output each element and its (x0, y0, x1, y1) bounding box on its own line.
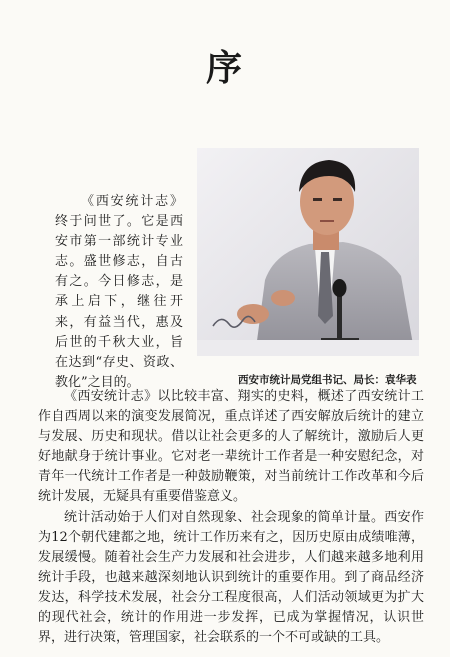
portrait-photo (197, 148, 419, 356)
body-paragraph-1: 《西安统计志》以比较丰富、翔实的史料，概述了西安统计工作自西周以来的演变发展简况，重点详述了西安解放后统计的建立与发展、历史和现状。借以让社会更多的人了解统计，激励后人更好地献身于统计事业。它对老一辈统计工作者是一种安慰纪念，对青年一代统计工作者是一种鼓励鞭策，对当前统计工作改革和今后统计发展，无疑具有重要借鉴意义。 (38, 389, 424, 505)
body-paragraph-2: 统计活动始于人们对自然现象、社会现象的简单计量。西安作为12个朝代建都之地，统计工作历来有之，因历史原由成绩唯薄，发展缓慢。随着社会生产力发展和社会进步，人们越来越多地利用统计手段，也越来越深刻地认识到统计的重要作用。到了商品经济发达，科学技术发展，社会分工程度很高，人们活动领域更为扩大的现代社会，统计的作用进一步发挥，已成为掌握情况，认识世界，进行决策，管理国家，社会联系的一个不可或缺的工具。 (38, 509, 424, 646)
photo-caption: 西安市统计局党组书记、局长：袁华表 (238, 374, 417, 386)
body-paragraphs (38, 387, 424, 648)
portrait-illustration (197, 148, 419, 356)
intro-text: 《西安统计志》终于问世了。它是西安市第一部统计专业志。盛世修志，自古有之。今日修志，是承上启下，继往开来，有益当代，惠及后世的千秋大业，旨在达到“存史、资政、教化”之目的。 (55, 194, 183, 390)
page-title: 序 (205, 48, 244, 89)
intro-paragraph (55, 192, 183, 393)
